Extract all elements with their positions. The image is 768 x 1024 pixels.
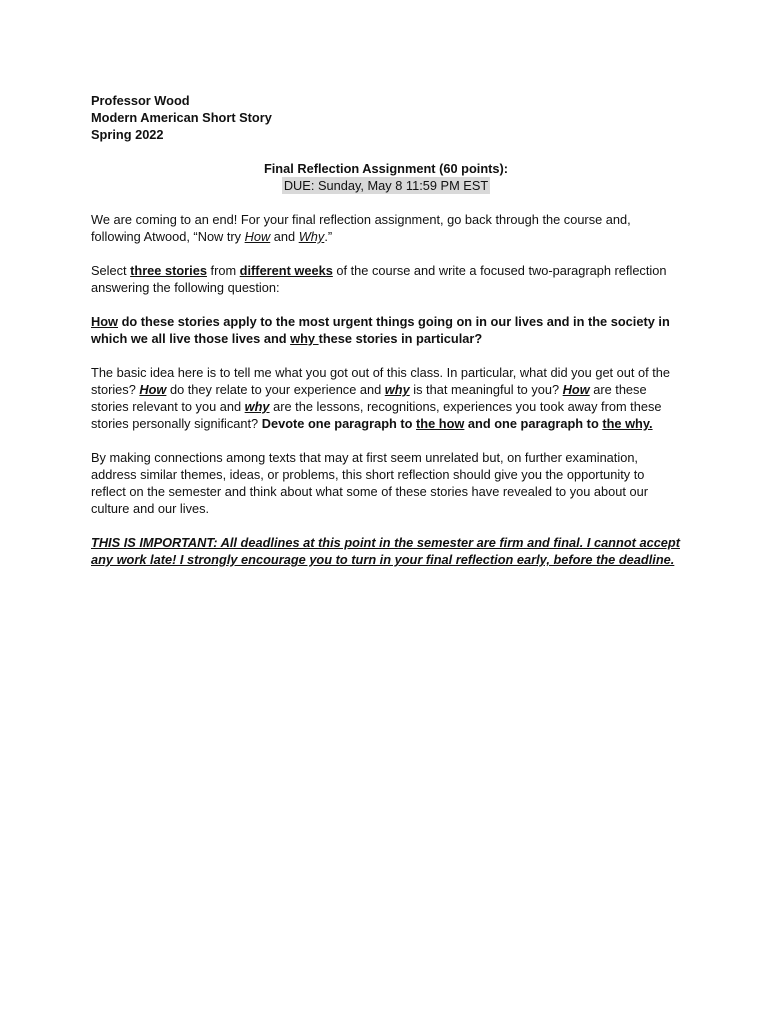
intro-paragraph	[91, 211, 681, 245]
emphasis-how: How	[91, 314, 119, 329]
emphasis-why: why	[244, 399, 270, 414]
text-run: do these stories apply to the most urgent things going on in our lives and in the society in which we all live those lives and	[91, 314, 670, 346]
emphasis-why: Why	[298, 229, 325, 244]
question-paragraph	[91, 313, 681, 347]
text-run: is that meaningful to you?	[409, 382, 563, 397]
emphasis-different-weeks: different weeks	[239, 263, 333, 278]
text-run: Select	[91, 263, 131, 278]
basic-idea-paragraph	[91, 364, 681, 432]
important-notice: THIS IS IMPORTANT: All deadlines at this point in the semester are firm and final. I cannot accept any work late! I strongly encourage you to turn in your final reflection early, before the deadline.	[91, 535, 680, 567]
selection-paragraph	[91, 262, 681, 296]
emphasis-the-how: the how	[416, 416, 465, 431]
emphasis-why: why	[290, 331, 319, 346]
connections-paragraph: By making connections among texts that may at first seem unrelated but, on further examination, address similar themes, ideas, or problems, this short reflection should give you the opportunity to reflect on the semester and think about what some of these stories have revealed to you about our culture and our lives.	[91, 450, 648, 516]
header-block	[91, 92, 681, 143]
text-run: are the lessons, recognitions, experiences you took away from these stories personally significant?	[91, 399, 662, 431]
emphasis-why: why	[384, 382, 410, 397]
course-name: Modern American Short Story	[91, 110, 272, 125]
devote-instruction-cont: and one paragraph to	[464, 416, 603, 431]
document-body	[91, 92, 681, 568]
term: Spring 2022	[91, 127, 164, 142]
text-run: .”	[324, 229, 333, 244]
text-run: We are coming to an end! For your final reflection assignment, go back through the course and, following Atwood, “Now try	[91, 212, 631, 244]
text-run: are these stories relevant to you and	[91, 382, 647, 414]
assignment-title: Final Reflection Assignment (60 points):	[263, 161, 509, 176]
emphasis-how: How	[244, 229, 271, 244]
emphasis-how: How	[562, 382, 590, 397]
devote-instruction: Devote one paragraph to	[261, 416, 417, 431]
text-run: of the course and write a focused two-paragraph reflection answering the following question:	[91, 263, 667, 295]
text-run: do they relate to your experience and	[166, 382, 385, 397]
text-run: from	[206, 263, 240, 278]
emphasis-the-why: the why.	[602, 416, 653, 431]
assignment-title-block	[91, 160, 681, 194]
text-run: The basic idea here is to tell me what you got out of this class. In particular, what did you get out of the stories?	[91, 365, 671, 397]
due-date-highlight: DUE: Sunday, May 8 11:59 PM EST	[283, 178, 489, 193]
professor-name: Professor Wood	[91, 93, 190, 108]
text-run: and	[270, 229, 299, 244]
emphasis-how: How	[139, 382, 167, 397]
text-run: these stories in particular?	[318, 331, 483, 346]
emphasis-three-stories: three stories	[130, 263, 207, 278]
